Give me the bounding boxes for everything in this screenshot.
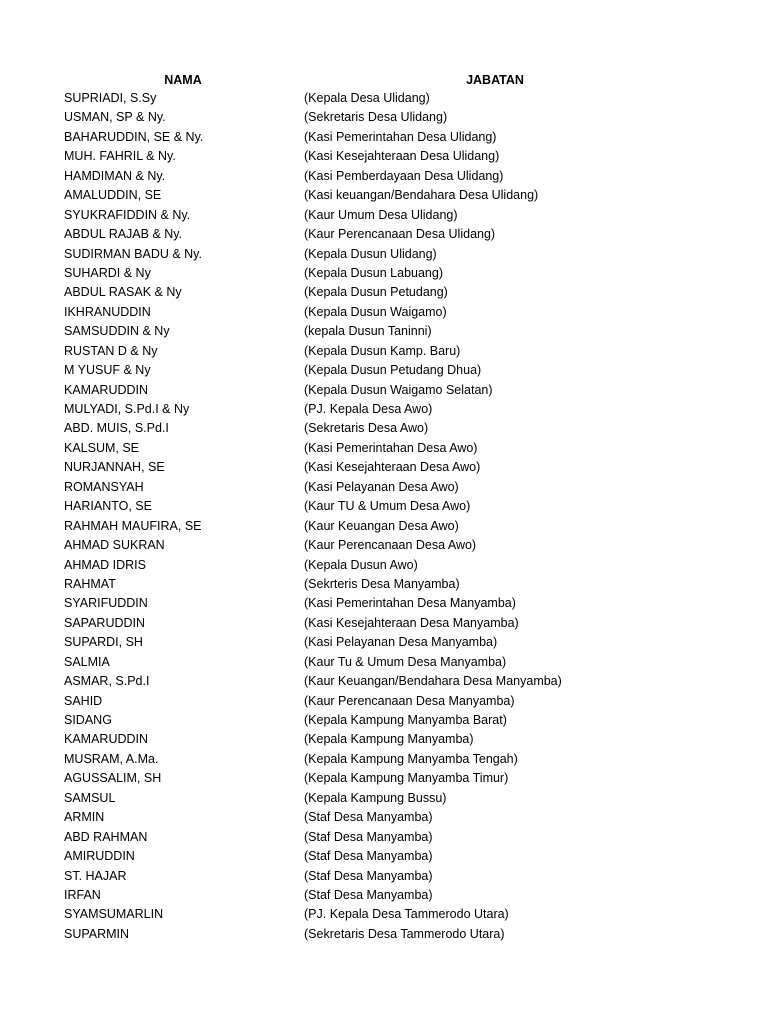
table-row bbox=[0, 633, 768, 652]
cell-nama: IKHRANUDDIN bbox=[64, 304, 151, 319]
cell-nama: SAMSUL bbox=[64, 790, 116, 805]
cell-nama: SUDIRMAN BADU & Ny. bbox=[64, 246, 202, 261]
cell-nama: SAMSUDDIN & Ny bbox=[64, 324, 170, 339]
cell-nama: SYAMSUMARLIN bbox=[64, 907, 164, 922]
cell-jabatan: (Kaur Perencanaan Desa Awo) bbox=[304, 538, 477, 553]
cell-jabatan: (Staf Desa Manyamba) bbox=[304, 810, 433, 825]
cell-jabatan: (Kepala Kampung Bussu) bbox=[304, 790, 447, 805]
table-row bbox=[0, 128, 768, 147]
cell-jabatan: (Kepala Dusun Ulidang) bbox=[304, 246, 437, 261]
table-row bbox=[0, 556, 768, 575]
table-row bbox=[0, 730, 768, 749]
table-row bbox=[0, 419, 768, 438]
cell-jabatan: (Kaur Perencanaan Desa Ulidang) bbox=[304, 227, 496, 242]
cell-nama: SUHARDI & Ny bbox=[64, 265, 151, 280]
cell-jabatan: (Kasi Kesejahteraan Desa Manyamba) bbox=[304, 615, 519, 630]
cell-nama: AHMAD IDRIS bbox=[64, 557, 146, 572]
cell-nama: MUSRAM, A.Ma. bbox=[64, 751, 159, 766]
cell-jabatan: (Kepala Kampung Manyamba Barat) bbox=[304, 713, 507, 727]
cell-jabatan: (Sekrteris Desa Manyamba) bbox=[304, 576, 460, 591]
column-header-jabatan: JABATAN bbox=[466, 73, 524, 87]
cell-nama: KALSUM, SE bbox=[64, 440, 140, 455]
cell-nama: AMALUDDIN, SE bbox=[64, 188, 162, 203]
table-row bbox=[0, 400, 768, 419]
cell-jabatan: (Kepala Dusun Waigamo Selatan) bbox=[304, 382, 493, 397]
cell-jabatan: (Kaur Perencanaan Desa Manyamba) bbox=[304, 693, 515, 708]
table-row bbox=[0, 905, 768, 924]
cell-nama: ABD. MUIS, S.Pd.I bbox=[64, 421, 169, 436]
cell-jabatan: (Kasi keuangan/Bendahara Desa Ulidang) bbox=[304, 188, 539, 203]
table-row bbox=[0, 342, 768, 361]
cell-jabatan: (Kaur Keuangan/Bendahara Desa Manyamba) bbox=[304, 674, 562, 689]
cell-jabatan: (Kepala Dusun Waigamo) bbox=[304, 304, 447, 319]
cell-nama: AGUSSALIM, SH bbox=[64, 771, 162, 786]
cell-jabatan: (Kepala Kampung Manyamba) bbox=[304, 732, 474, 747]
cell-jabatan: (Sekretaris Desa Awo) bbox=[304, 421, 429, 436]
cell-nama: SUPRIADI, S.Sy bbox=[64, 91, 157, 105]
cell-jabatan: (Kepala Dusun Petudang Dhua) bbox=[304, 363, 482, 378]
cell-jabatan: (Kasi Kesejahteraan Desa Ulidang) bbox=[304, 149, 500, 164]
cell-jabatan: (Kasi Pemerintahan Desa Awo) bbox=[304, 440, 478, 455]
table-row bbox=[0, 439, 768, 458]
cell-nama: ST. HAJAR bbox=[64, 868, 127, 883]
table-row bbox=[0, 750, 768, 769]
cell-nama: USMAN, SP & Ny. bbox=[64, 110, 166, 125]
table-row bbox=[0, 147, 768, 166]
table-row bbox=[0, 206, 768, 225]
cell-nama: AMIRUDDIN bbox=[64, 849, 135, 864]
cell-nama: SAPARUDDIN bbox=[64, 615, 146, 630]
cell-nama: HARIANTO, SE bbox=[64, 499, 152, 514]
cell-jabatan: (Kasi Pelayanan Desa Awo) bbox=[304, 479, 459, 494]
cell-nama: MUH. FAHRIL & Ny. bbox=[64, 149, 176, 164]
cell-nama: ABDUL RAJAB & Ny. bbox=[64, 227, 183, 242]
table-row bbox=[0, 381, 768, 400]
cell-jabatan: (Staf Desa Manyamba) bbox=[304, 849, 433, 864]
cell-nama: SAHID bbox=[64, 693, 103, 708]
cell-jabatan: (Kasi Kesejahteraan Desa Awo) bbox=[304, 460, 481, 475]
cell-nama: SUPARMIN bbox=[64, 926, 130, 941]
table-row bbox=[0, 264, 768, 283]
cell-jabatan: (Sekretaris Desa Tammerodo Utara) bbox=[304, 926, 505, 941]
cell-nama: RUSTAN D & Ny bbox=[64, 343, 158, 358]
table-row bbox=[0, 108, 768, 127]
cell-nama: SYARIFUDDIN bbox=[64, 596, 148, 611]
table-row bbox=[0, 653, 768, 672]
table-row bbox=[0, 692, 768, 711]
cell-jabatan: (Kaur TU & Umum Desa Awo) bbox=[304, 499, 471, 514]
cell-nama: ASMAR, S.Pd.I bbox=[64, 674, 150, 689]
table-row bbox=[0, 245, 768, 264]
cell-nama: ABDUL RASAK & Ny bbox=[64, 285, 182, 300]
cell-nama: KAMARUDDIN bbox=[64, 732, 149, 747]
table-row bbox=[0, 789, 768, 808]
table-row bbox=[0, 672, 768, 691]
cell-nama: M YUSUF & Ny bbox=[64, 363, 151, 378]
cell-jabatan: (kepala Dusun Taninni) bbox=[304, 324, 432, 339]
cell-jabatan: (Kepala Kampung Manyamba Timur) bbox=[304, 771, 509, 786]
table-row bbox=[0, 828, 768, 847]
cell-jabatan: (Staf Desa Manyamba) bbox=[304, 868, 433, 883]
table-row bbox=[0, 867, 768, 886]
cell-nama: MULYADI, S.Pd.I & Ny bbox=[64, 402, 190, 416]
cell-nama: IRFAN bbox=[64, 887, 101, 902]
cell-jabatan: (PJ. Kepala Desa Tammerodo Utara) bbox=[304, 907, 509, 922]
cell-jabatan: (Sekretaris Desa Ulidang) bbox=[304, 110, 448, 125]
table-row bbox=[0, 303, 768, 322]
table-row bbox=[0, 478, 768, 497]
cell-jabatan: (Kaur Umum Desa Ulidang) bbox=[304, 207, 458, 222]
cell-nama: ROMANSYAH bbox=[64, 479, 144, 494]
cell-jabatan: (Kasi Pemerintahan Desa Manyamba) bbox=[304, 596, 516, 611]
cell-nama: NURJANNAH, SE bbox=[64, 460, 165, 475]
cell-jabatan: (Kasi Pelayanan Desa Manyamba) bbox=[304, 635, 498, 650]
cell-nama: SIDANG bbox=[64, 713, 112, 727]
cell-jabatan: (Staf Desa Manyamba) bbox=[304, 887, 433, 902]
cell-jabatan: (Kasi Pemberdayaan Desa Ulidang) bbox=[304, 168, 504, 183]
cell-nama: ABD RAHMAN bbox=[64, 829, 148, 844]
cell-nama: KAMARUDDIN bbox=[64, 382, 149, 397]
table-row bbox=[0, 283, 768, 302]
table-row bbox=[0, 711, 768, 730]
cell-nama: ARMIN bbox=[64, 810, 105, 825]
table-row bbox=[0, 89, 768, 108]
table-row bbox=[0, 186, 768, 205]
table-row bbox=[0, 167, 768, 186]
cell-nama: SUPARDI, SH bbox=[64, 635, 143, 650]
cell-jabatan: (PJ. Kepala Desa Awo) bbox=[304, 402, 433, 416]
cell-nama: HAMDIMAN & Ny. bbox=[64, 168, 166, 183]
table-row bbox=[0, 925, 768, 944]
cell-jabatan: (Kaur Keuangan Desa Awo) bbox=[304, 518, 459, 533]
table-row bbox=[0, 847, 768, 866]
cell-jabatan: (Kepala Dusun Petudang) bbox=[304, 285, 448, 300]
cell-nama: SYUKRAFIDDIN & Ny. bbox=[64, 207, 191, 222]
table-row bbox=[0, 361, 768, 380]
table-row bbox=[0, 594, 768, 613]
table-row bbox=[0, 536, 768, 555]
cell-jabatan: (Kepala Kampung Manyamba Tengah) bbox=[304, 751, 518, 766]
table-row bbox=[0, 575, 768, 594]
table-row bbox=[0, 322, 768, 341]
table-row bbox=[0, 225, 768, 244]
table-row bbox=[0, 458, 768, 477]
table-row bbox=[0, 808, 768, 827]
cell-nama: AHMAD SUKRAN bbox=[64, 538, 165, 553]
cell-nama: BAHARUDDIN, SE & Ny. bbox=[64, 129, 204, 144]
cell-jabatan: (Kaur Tu & Umum Desa Manyamba) bbox=[304, 654, 507, 669]
cell-jabatan: (Kepala Dusun Awo) bbox=[304, 557, 418, 572]
table-row bbox=[0, 517, 768, 536]
cell-jabatan: (Kasi Pemerintahan Desa Ulidang) bbox=[304, 129, 497, 144]
cell-jabatan: (Kepala Dusun Labuang) bbox=[304, 265, 443, 280]
table-row bbox=[0, 497, 768, 516]
column-header-nama: NAMA bbox=[164, 73, 202, 87]
table-row bbox=[0, 614, 768, 633]
cell-nama: SALMIA bbox=[64, 654, 110, 669]
table-row bbox=[0, 886, 768, 905]
table-row bbox=[0, 769, 768, 788]
cell-nama: RAHMAH MAUFIRA, SE bbox=[64, 518, 202, 533]
table-body bbox=[0, 89, 768, 944]
cell-jabatan: (Staf Desa Manyamba) bbox=[304, 829, 433, 844]
cell-nama: RAHMAT bbox=[64, 576, 116, 591]
cell-jabatan: (Kepala Dusun Kamp. Baru) bbox=[304, 343, 461, 358]
cell-jabatan: (Kepala Desa Ulidang) bbox=[304, 91, 430, 105]
